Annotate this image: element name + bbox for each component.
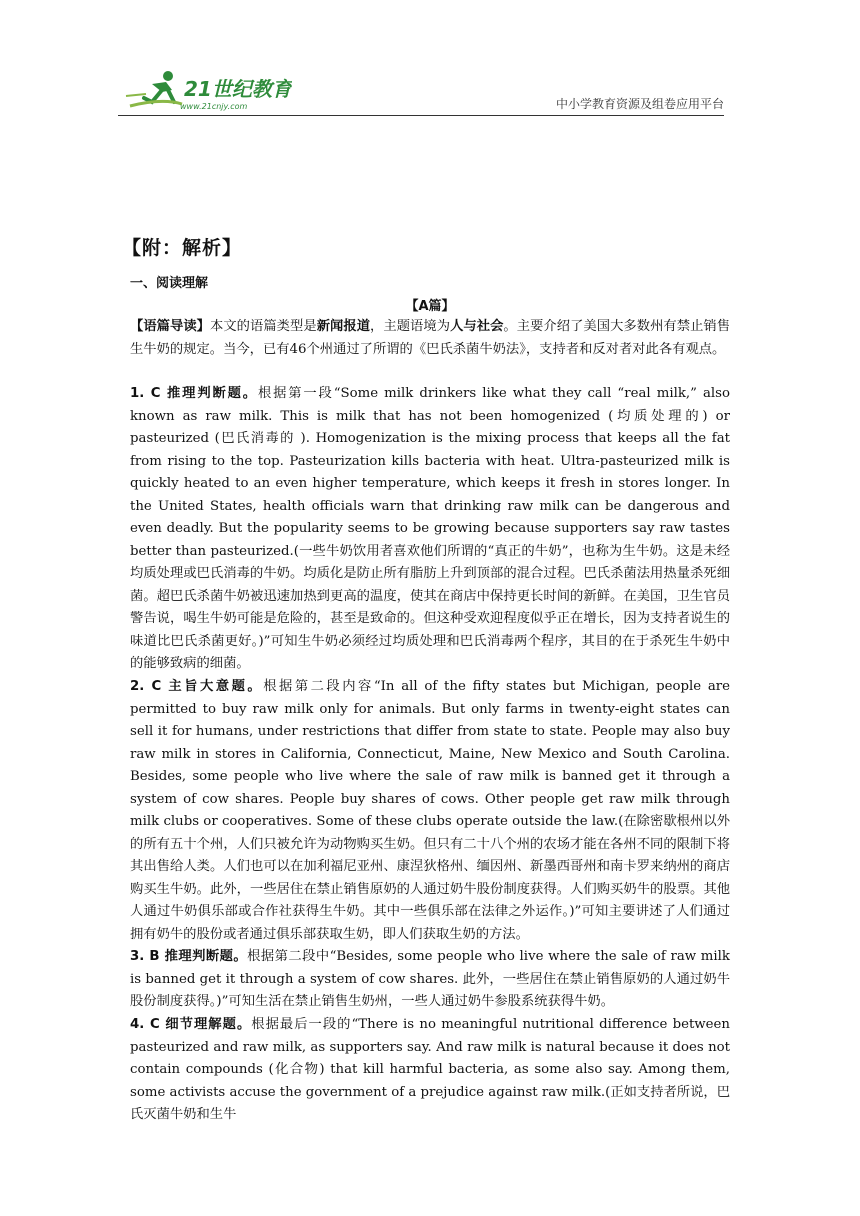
logo-url: www.21cnjy.com <box>180 102 248 111</box>
runner-icon <box>126 71 182 106</box>
intro-text-1: 本文的语篇类型是 <box>210 319 317 334</box>
intro-text-2: ，主题语境为 <box>370 319 451 334</box>
section-title: 【附：解析】 <box>122 237 243 259</box>
answer-2 <box>130 676 730 946</box>
answer-text: 根据最后一段的“There is no meaningful nutritional difference between pasteurized and raw milk, as supporters say. And raw milk is natural because it does not contain compounds (化合物) that kill harmful bacteria, as some also say. Among them, some activists accuse the government of a prejudice against raw milk.(正如支持者所说，巴氏灭菌牛奶和生牛 <box>130 1017 730 1122</box>
passage-intro <box>130 316 730 361</box>
answer-label: 2. C 主旨大意题。 <box>130 679 264 694</box>
answer-text: 根据第一段“Some milk drinkers like what they call “real milk,” also known as raw milk. This is milk that has not been homogenized (均质处理的) or pasteurized (巴氏消毒的 ). Homogenization is the mixing process that keeps all the fat from rising to the top. Pasteurization kills bacteria with heat. Ultra-pasteurized milk is quickly heated to an even higher temperature, which keeps it fresh in stores longer. In the United States, health officials warn that drinking raw milk can be dangerous and even deadly. But the popularity seems to be growing because supporters say raw tastes better than pasteurized.(一些牛奶饮用者喜欢他们所谓的“真正的牛奶”，也称为生牛奶。这是未经均质处理或巴氏消毒的牛奶。均质化是防止所有脂肪上升到顶部的混合过程。巴氏杀菌法用热量杀死细菌。超巴氏杀菌牛奶被迅速加热到更高的温度，使其在商店中保持更长时间的新鲜。在美国，卫生官员警告说，喝生牛奶可能是危险的，甚至是致命的。但这种受欢迎程度似乎正在增长，因为支持者说生的味道比巴氏杀菌更好。)”可知生牛奶必须经过均质处理和巴氏消毒两个程序，其目的在于杀死生牛奶中的能够致病的细菌。 <box>130 386 730 671</box>
logo-text: 21世纪教育 <box>184 77 292 101</box>
intro-label: 【语篇导读】 <box>130 319 211 334</box>
intro-theme: 人与社会 <box>450 319 504 334</box>
passage-subtitle: 【A篇】 <box>405 299 455 314</box>
answer-4 <box>130 1014 730 1127</box>
answer-3 <box>130 946 730 1014</box>
answer-label: 3. B 推理判断题。 <box>130 949 248 964</box>
site-logo <box>122 68 292 112</box>
answer-text: 根据第二段内容“In all of the fifty states but Michigan, people are permitted to buy raw milk only for animals. But only farms in twenty-eight states can sell it for humans, under restrictions that differ from state to state. People may also buy raw milk in stores in California, Connecticut, Maine, New Mexico and South Carolina. Besides, some people who live where the sale of raw milk is banned get it through a system of cow shares. People buy shares of cows. Other people get raw milk through milk clubs or cooperatives. Some of these clubs operate outside the law.(在除密歇根州以外的所有五十个州，人们只被允许为动物购买生奶。但只有二十八个州的农场才能在各州不同的限制下将其出售给人类。人们也可以在加利福尼亚州、康涅狄格州、缅因州、新墨西哥州和南卡罗来纳州的商店购买生牛奶。此外，一些居住在禁止销售原奶的人通过奶牛股份制度获得。人们购买奶牛的股票。其他人通过牛奶俱乐部或合作社获得生牛奶。其中一些俱乐部在法律之外运作。)”可知主要讲述了人们通过拥有奶牛的股份或者通过俱乐部获取生奶，即人们获取生奶的方法。 <box>130 679 730 942</box>
part-title: 一、阅读理解 <box>130 276 209 291</box>
answer-label: 4. C 细节理解题。 <box>130 1017 252 1032</box>
intro-genre: 新闻报道 <box>316 319 371 334</box>
page-header <box>118 64 724 118</box>
header-divider <box>118 115 724 116</box>
answer-label: 1. C 推理判断题。 <box>130 386 258 401</box>
answer-1 <box>130 383 730 676</box>
answer-text: 根据第二段中“Besides, some people who live where the sale of raw milk is banned get it through a system of cow shares. 此外，一些居住在禁止销售原奶的人通过奶牛股份制度获得。)”可知生活在禁止销售生奶州，一些人通过奶牛参股系统获得牛奶。 <box>130 949 730 1009</box>
intro-text-3: 。主要介绍了美国大多数州有禁止销售生牛奶的规定。当今，已有46个州通过了所谓的《巴氏杀菌牛奶法》，支持者和反对者对此各有观点。 <box>130 319 731 357</box>
platform-name: 中小学教育资源及组卷应用平台 <box>555 97 724 111</box>
